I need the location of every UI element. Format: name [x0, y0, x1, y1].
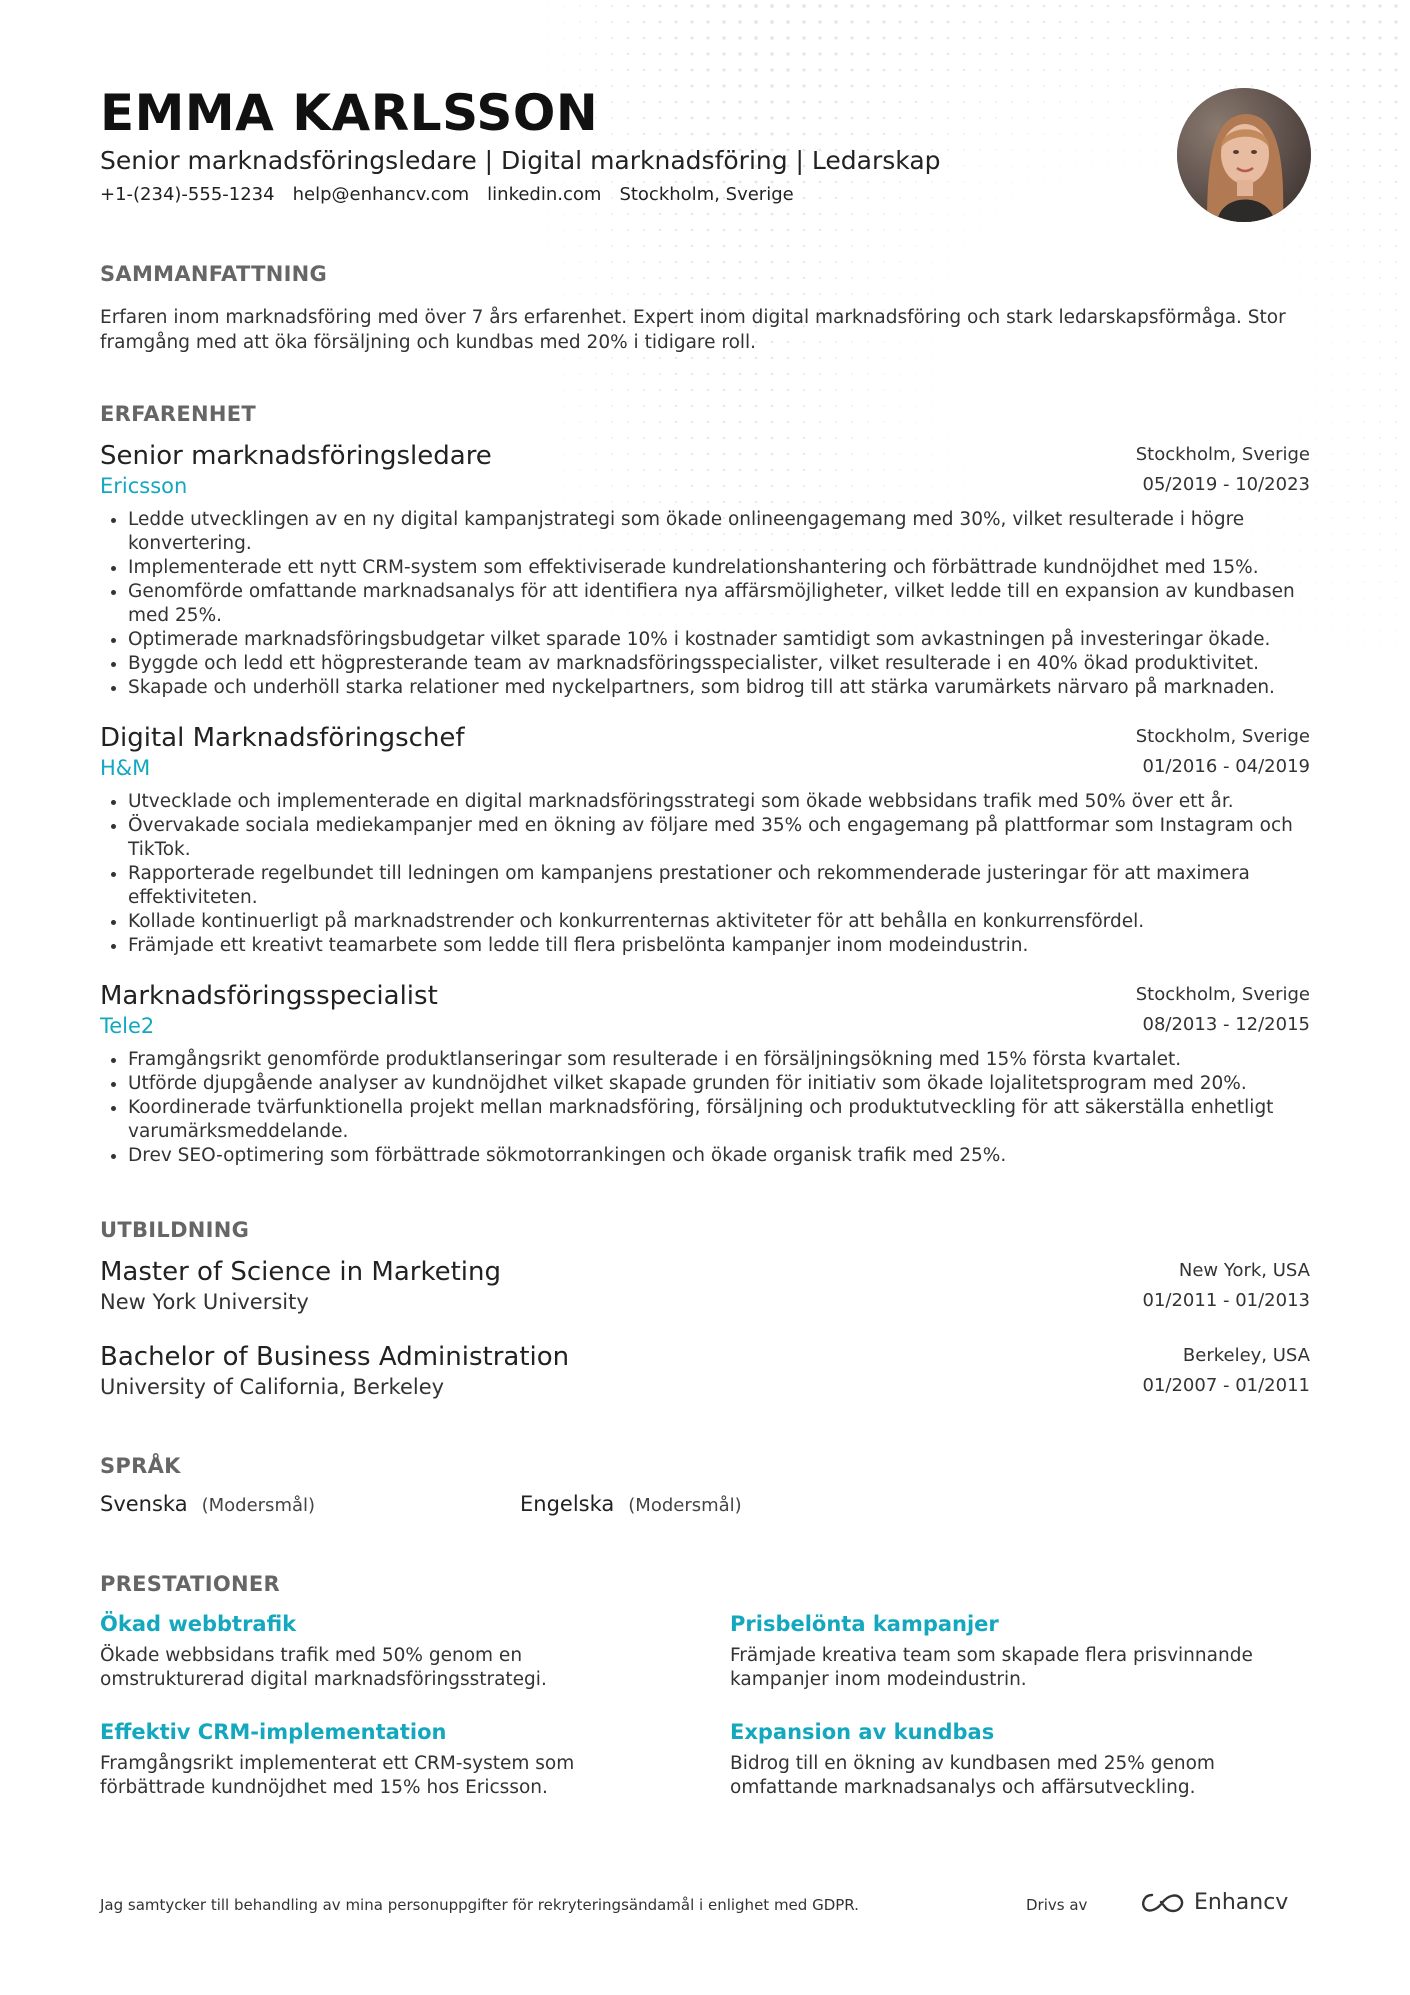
company-name: Ericsson: [100, 474, 188, 498]
linkedin[interactable]: linkedin.com: [487, 184, 602, 205]
list-item: • Framgångsrikt genomförde produktlanseringar som resulterade i en försäljningsökning med 15% första kvartalet.: [128, 1048, 1308, 1072]
avatar: [1177, 88, 1311, 222]
list-item: • Byggde och ledd ett högpresterande team av marknadsföringsspecialister, vilket resulterade i en 40% ökad produktivitet.: [128, 652, 1308, 676]
education-location: New York, USA: [1178, 1260, 1310, 1281]
achievement-description: Framgångsrikt implementerat ett CRM-system som förbättrade kundnöjdhet med 15% hos Ericsson.: [100, 1753, 575, 1798]
job-location: Stockholm, Sverige: [1135, 984, 1310, 1005]
achievement-item: [730, 1612, 1290, 1692]
section-title-summary: SAMMANFATTNING: [100, 262, 328, 286]
achievement-description: Bidrog till en ökning av kundbasen med 25% genom omfattande marknadsanalys och affärsutveckling.: [730, 1753, 1215, 1798]
achievement-title: Prisbelönta kampanjer: [730, 1612, 999, 1636]
list-item: • Optimerade marknadsföringsbudgetar vilket sparade 10% i kostnader samtidigt som avkastningen på investeringar ökade.: [128, 628, 1308, 652]
achievement-title: Expansion av kundbas: [730, 1720, 995, 1744]
location: Stockholm, Sverige: [619, 184, 794, 205]
profile-photo: [1177, 88, 1311, 222]
list-item: • Kollade kontinuerligt på marknadstrender och konkurrenternas aktiviteter för att behålla en konkurrensfördel.: [128, 910, 1308, 934]
list-item: • Genomförde omfattande marknadsanalys för att identifiera nya affärsmöjligheter, vilket ledde till en expansion av kundbasen med 25%.: [128, 580, 1308, 628]
job-dates: 05/2019 - 10/2023: [1142, 474, 1310, 495]
summary-text: Erfaren inom marknadsföring med över 7 års erfarenhet. Expert inom digital marknadsföring och stark ledarskapsförmåga. Stor framgång med att öka försäljning och kundbas med 20% i tidigare roll.: [100, 307, 1286, 353]
achievement-title: Ökad webbtrafik: [100, 1612, 297, 1636]
list-item: • Utförde djupgående analyser av kundnöjdhet vilket skapade grunden för initiativ som ökade lojalitetsprogram med 20%.: [128, 1072, 1308, 1096]
brand-name: Enhancv: [1194, 1890, 1289, 1915]
school: University of California, Berkeley: [100, 1375, 445, 1399]
education-location: Berkeley, USA: [1182, 1345, 1310, 1366]
achievement-item: [100, 1720, 660, 1800]
list-item: • Rapporterade regelbundet till ledningen om kampanjens prestationer och rekommenderade justeringar för att maximera effektiviteten.: [128, 862, 1308, 910]
achievement-description: Främjade kreativa team som skapade flera prisvinnande kampanjer inom modeindustrin.: [730, 1645, 1253, 1690]
list-item: • Övervakade sociala mediekampanjer med en ökning av följare med 35% och engagemang på plattformar som Instagram och TikTok.: [128, 814, 1308, 862]
company-name: H&M: [100, 756, 151, 780]
job-title: Digital Marknadsföringschef: [100, 723, 465, 753]
list-item: • Drev SEO-optimering som förbättrade sökmotorrankingen och ökade organisk trafik med 25%.: [128, 1144, 1308, 1168]
list-item: • Utvecklade och implementerade en digital marknadsföringsstrategi som ökade webbsidans trafik med 50% över ett år.: [128, 790, 1308, 814]
education-dates: 01/2011 - 01/2013: [1142, 1290, 1310, 1311]
gdpr-consent: Jag samtycker till behandling av mina personuppgifter för rekryteringsändamål i enlighet med GDPR.: [100, 1896, 859, 1914]
achievement-title: Effektiv CRM-implementation: [100, 1720, 447, 1744]
list-item: • Koordinerade tvärfunktionella projekt mellan marknadsföring, försäljning och produktutveckling för att säkerställa enhetligt varumärksmeddelande.: [128, 1096, 1308, 1144]
language-level: (Modersmål): [628, 1495, 742, 1516]
achievement-description: Ökade webbsidans trafik med 50% genom en omstrukturerad digital marknadsföringsstrategi.: [100, 1645, 547, 1690]
school: New York University: [100, 1290, 309, 1314]
job-location: Stockholm, Sverige: [1135, 726, 1310, 747]
education-dates: 01/2007 - 01/2011: [1142, 1375, 1310, 1396]
phone: +1-(234)-555-1234: [100, 184, 275, 205]
section-title-languages: SPRÅK: [100, 1454, 181, 1478]
job-location: Stockholm, Sverige: [1135, 444, 1310, 465]
enhancv-brand[interactable]: [1140, 1890, 1288, 1915]
list-item: • Implementerade ett nytt CRM-system som effektiviserade kundrelationshantering och förbättrade kundnöjdhet med 15%.: [128, 556, 1308, 580]
list-item: • Främjade ett kreativt teamarbete som ledde till flera prisbelönta kampanjer inom modeindustrin.: [128, 934, 1308, 958]
email[interactable]: help@enhancv.com: [292, 184, 470, 205]
list-item: • Ledde utvecklingen av en ny digital kampanjstrategi som ökade onlineengagemang med 30%, vilket resulterade i högre konvertering.: [128, 508, 1308, 556]
powered-by-label: Drivs av: [1026, 1896, 1088, 1914]
degree: Bachelor of Business Administration: [100, 1342, 570, 1372]
job-title: Marknadsföringsspecialist: [100, 981, 438, 1011]
job-bullets: [100, 790, 1308, 958]
job-title: Senior marknadsföringsledare: [100, 441, 492, 471]
achievement-item: [730, 1720, 1290, 1800]
section-title-experience: ERFARENHET: [100, 402, 257, 426]
degree: Master of Science in Marketing: [100, 1257, 501, 1287]
company-name: Tele2: [100, 1014, 155, 1038]
language-level: (Modersmål): [201, 1495, 316, 1516]
language-item: [520, 1492, 742, 1516]
job-bullets: [100, 508, 1308, 700]
job-bullets: [100, 1048, 1308, 1168]
achievement-item: [100, 1612, 660, 1692]
list-item: • Skapade och underhöll starka relationer med nyckelpartners, som bidrog till att stärka varumärkets närvaro på marknaden.: [128, 676, 1308, 700]
enhancv-logo-icon: [1140, 1891, 1186, 1915]
language-name: Engelska: [520, 1492, 615, 1516]
headline: Senior marknadsföringsledare | Digital marknadsföring | Ledarskap: [100, 146, 941, 175]
contact-info: [100, 184, 794, 205]
job-dates: 01/2016 - 04/2019: [1142, 756, 1310, 777]
language-item: [100, 1492, 315, 1516]
candidate-name: EMMA KARLSSON: [100, 84, 599, 142]
section-title-education: UTBILDNING: [100, 1218, 250, 1242]
language-name: Svenska: [100, 1492, 188, 1516]
job-dates: 08/2013 - 12/2015: [1142, 1014, 1310, 1035]
section-title-achievements: PRESTATIONER: [100, 1572, 281, 1596]
